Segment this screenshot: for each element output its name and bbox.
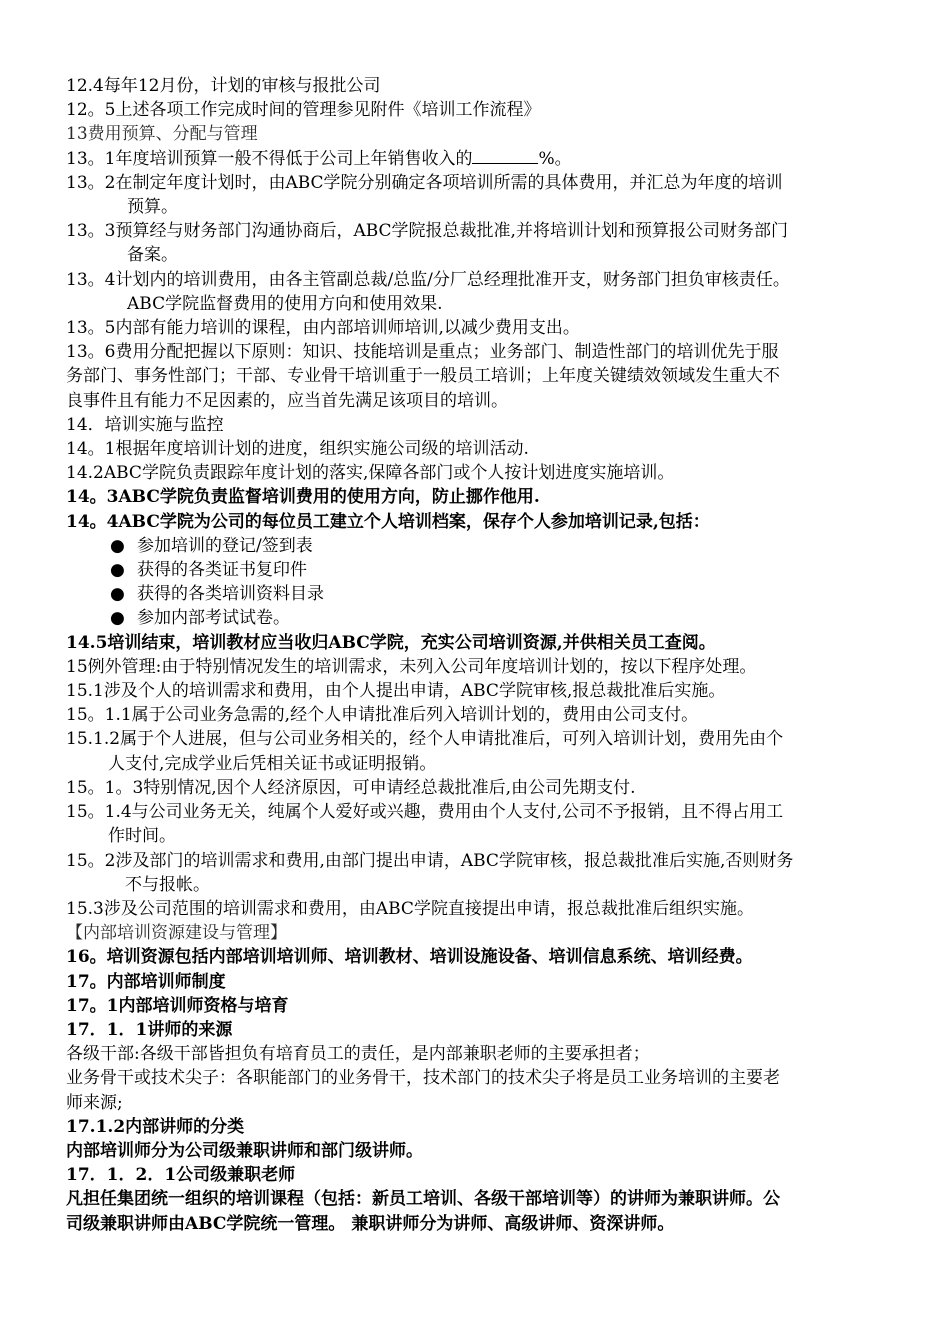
- line-12-4: 12.4每年12月份，计划的审核与报批公司: [66, 76, 381, 96]
- line-13-1: [66, 147, 892, 171]
- bullet-dot-icon: ●: [110, 560, 125, 581]
- line-17-1-1: 17．1．1讲师的来源: [66, 1019, 233, 1040]
- bullet-text: 获得的各类培训资料目录: [137, 584, 324, 605]
- line-backbone: 业务骨干或技术尖子：各职能部门的业务骨干，技术部门的技术尖子将是员工业务培训的主要老: [66, 1068, 780, 1089]
- line-15-1: 15.1涉及个人的培训需求和费用，由个人提出申请，ABC学院审核,报总裁批准后实施。: [66, 681, 726, 702]
- bullet-item: [66, 534, 892, 558]
- bullet-dot-icon: ●: [110, 535, 125, 556]
- line-15-1-1: 15。1.1属于公司业务急需的,经个人申请批准后列入培训计划的，费用由公司支付。: [66, 705, 699, 726]
- line-13-1-suffix: %。: [538, 148, 572, 169]
- section-heading-14: 14．培训实施与监控: [66, 414, 224, 435]
- line-backbone-cont: 师来源;: [66, 1092, 123, 1113]
- line-17-1: 17。1内部培训师资格与培育: [66, 995, 289, 1016]
- line-15-1-4: 15。1.4与公司业务无关，纯属个人爱好或兴趣，费用由个人支付,公司不予报销，且不得占用工: [66, 802, 784, 823]
- line-17: 17。内部培训师制度: [66, 971, 226, 992]
- line-13-6-cont-2: 良事件且有能力不足因素的，应当首先满足该项目的培训。: [66, 390, 508, 411]
- section-heading-resources: 【内部培训资源建设与管理】: [66, 923, 287, 944]
- bullet-dot-icon: ●: [110, 584, 125, 605]
- line-13-6: 13。6费用分配把握以下原则：知识、技能培训是重点；业务部门、制造性部门的培训优先于服: [66, 342, 779, 363]
- line-13-2-cont: 预算。: [127, 197, 178, 218]
- line-14-3: 14。3ABC学院负责监督培训费用的使用方向，防止挪作他用.: [66, 487, 540, 508]
- line-15-1-2: 15.1.2属于个人进展，但与公司业务相关的，经个人申请批准后，可列入培训计划，费用先由个: [66, 729, 784, 750]
- line-trainer-classes: 内部培训师分为公司级兼职讲师和部门级讲师。: [66, 1140, 423, 1161]
- line-13-5: 13。5内部有能力培训的课程，由内部培训师培训,以减少费用支出。: [66, 318, 580, 339]
- bullet-text: 获得的各类证书复印件: [137, 560, 307, 581]
- line-company-trainer: 凡担任集团统一组织的培训课程（包括：新员工培训、各级干部培训等）的讲师为兼职讲师。公: [66, 1189, 780, 1210]
- line-17-1-2: 17.1.2内部讲师的分类: [66, 1116, 245, 1137]
- line-16: 16。培训资源包括内部培训培训师、培训教材、培训设施设备、培训信息系统、培训经费。: [66, 947, 753, 968]
- line-cadres: 各级干部:各级干部皆担负有培育员工的责任，是内部兼职老师的主要承担者；: [66, 1044, 650, 1065]
- line-13-3-cont: 备案。: [127, 245, 178, 266]
- line-13-1-text: 13。1年度培训预算一般不得低于公司上年销售收入的: [66, 148, 473, 169]
- bullet-text: 参加内部考试试卷。: [137, 608, 290, 629]
- line-13-4: 13。4计划内的培训费用，由各主管副总裁/总监/分厂总经理批准开支，财务部门担负审核责任。: [66, 269, 790, 290]
- bullet-item: [66, 606, 892, 630]
- line-15-1-2-cont: 人支付,完成学业后凭相关证书或证明报销。: [108, 753, 437, 774]
- bullet-text: 参加培训的登记/签到表: [137, 535, 313, 556]
- bullet-item: [66, 582, 892, 606]
- line-15-1-3: 15。1。3特别情况,因个人经济原因，可申请经总裁批准后,由公司先期支付.: [66, 777, 636, 798]
- line-13-6-cont-1: 务部门、事务性部门；干部、专业骨干培训重于一般员工培训；上年度关键绩效领域发生重大不: [66, 366, 780, 387]
- line-13-2: 13。2在制定年度计划时，由ABC学院分别确定各项培训所需的具体费用，并汇总为年度的培训: [66, 172, 783, 193]
- line-13-4-cont: ABC学院监督费用的使用方向和使用效果.: [127, 293, 443, 314]
- line-12-5: 12。5上述各项工作完成时间的管理参见附件《培训工作流程》: [66, 100, 541, 121]
- bullet-dot-icon: ●: [110, 608, 125, 629]
- line-15-2-cont: 不与报帐。: [125, 874, 210, 895]
- line-17-1-2-1: 17．1．2．1公司级兼职老师: [66, 1165, 296, 1186]
- line-14-5: 14.5培训结束，培训教材应当收归ABC学院，充实公司培训资源,并供相关员工查阅。: [66, 632, 716, 653]
- line-15-2: 15。2涉及部门的培训需求和费用,由部门提出申请，ABC学院审核，报总裁批准后实施,否则财务: [66, 850, 794, 871]
- line-company-trainer-cont: 司级兼职讲师由ABC学院统一管理。 兼职讲师分为讲师、高级讲师、资深讲师。: [66, 1213, 675, 1234]
- line-13-3: 13。3预算经与财务部门沟通协商后，ABC学院报总裁批准,并将培训计划和预算报公司财务部门: [66, 221, 788, 242]
- bullet-item: [66, 558, 892, 582]
- line-14-2: 14.2ABC学院负责跟踪年度计划的落实,保障各部门或个人按计划进度实施培训。: [66, 463, 675, 484]
- line-14-4: 14。4ABC学院为公司的每位员工建立个人培训档案，保存个人参加培训记录,包括：: [66, 511, 710, 532]
- fill-in-blank: [472, 149, 538, 164]
- line-15-1-4-cont: 作时间。: [108, 826, 176, 847]
- line-15: 15例外管理:由于特别情况发生的培训需求，未列入公司年度培训计划的，按以下程序处理。: [66, 656, 757, 677]
- section-heading-13: 13费用预算、分配与管理: [66, 124, 258, 145]
- line-14-1: 14。1根据年度培训计划的进度，组织实施公司级的培训活动.: [66, 439, 529, 460]
- line-15-3: 15.3涉及公司范围的培训需求和费用，由ABC学院直接提出申请，报总裁批准后组织实施。: [66, 898, 754, 919]
